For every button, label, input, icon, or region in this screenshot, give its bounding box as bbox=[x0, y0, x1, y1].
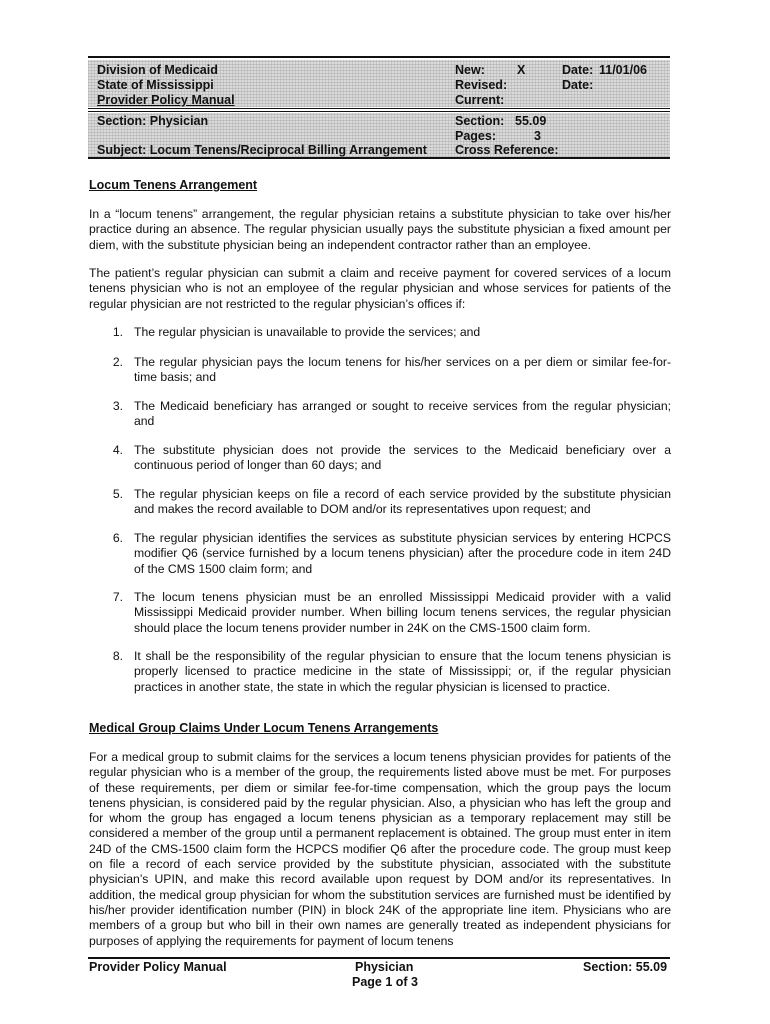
list-text: It shall be the responsibility of the regular physician to ensure that the locum tenens physician is properly licensed to practice medicine in the state of Mississippi; or, if the regular physician practices in another state, the state in which the regular physician is licensed to practice. bbox=[134, 649, 671, 694]
date-label-1: Date: bbox=[562, 63, 594, 77]
paragraph-2: The patient’s regular physician can submit a claim and receive payment for covered services of a locum tenens physician who is not an employee of the regular physician and whose services for patients of the regular physician are not restricted to the regular physician’s offices if: bbox=[89, 266, 671, 311]
section-physician: Section: Physician bbox=[97, 114, 209, 128]
footer-rule bbox=[88, 957, 670, 959]
list-number: 6. bbox=[112, 531, 123, 545]
section-number-value: 55.09 bbox=[515, 114, 547, 128]
subject: Subject: Locum Tenens/Reciprocal Billing Arrangement bbox=[97, 143, 427, 157]
list-text: The regular physician identifies the services as substitute physician services by entering HCPCS modifier Q6 (service furnished by a locum tenens physician) after the procedure code in item 24D of the CMS 1500 claim form; and bbox=[134, 531, 671, 576]
list-number: 4. bbox=[112, 443, 123, 457]
pages-label: Pages: bbox=[455, 129, 496, 143]
division-name: Division of Medicaid bbox=[97, 63, 218, 77]
header-top-rule bbox=[88, 56, 670, 58]
header-bottom-rule bbox=[88, 157, 670, 159]
cross-reference-label: Cross Reference: bbox=[455, 143, 559, 157]
pages-value: 3 bbox=[534, 129, 541, 143]
heading-locum-tenens: Locum Tenens Arrangement bbox=[89, 178, 258, 192]
heading-medical-group: Medical Group Claims Under Locum Tenens Arrangements bbox=[89, 721, 439, 735]
list-text: The regular physician keeps on file a record of each service provided by the substitute physician and makes the record available to DOM and/or its representatives upon request; and bbox=[134, 487, 671, 517]
list-number: 1. bbox=[112, 325, 123, 339]
date-label-2: Date: bbox=[562, 78, 594, 92]
footer-manual: Provider Policy Manual bbox=[89, 960, 227, 974]
list-text: The regular physician is unavailable to provide the services; and bbox=[134, 325, 481, 339]
state-name: State of Mississippi bbox=[97, 78, 214, 92]
new-label: New: bbox=[455, 63, 485, 77]
list-text: The regular physician pays the locum tenens for his/her services on a per diem or similar fee-for-time basis; and bbox=[134, 355, 671, 385]
list-text: The substitute physician does not provide the services to the Medicaid beneficiary over a continuous period of longer than 60 days; and bbox=[134, 443, 671, 473]
list-number: 2. bbox=[112, 355, 123, 369]
footer-section-name: Physician bbox=[355, 960, 414, 974]
paragraph-1: In a “locum tenens” arrangement, the regular physician retains a substitute physician to take over his/her practice during an absence. The regular physician usually pays the substitute physician a fixed amount per diem, with the substitute physician being an independent contractor rather than an employee. bbox=[89, 207, 671, 252]
section-number-label: Section: bbox=[455, 114, 505, 128]
list-number: 5. bbox=[112, 487, 123, 501]
paragraph-3: For a medical group to submit claims for the services a locum tenens physician provides for patients of the regular physician who is a member of the group, the requirements listed above must be met. For purposes of these requirements, per diem or similar fee-for-time compensation, which the group pays the locum tenens physician, is considered paid by the regular physician. Also, a physician who has left the group and for whom the group has engaged a locum tenens physician as a temporary replacement may still be considered a member of the group until a permanent replacement is obtained. The group must enter in item 24D of the CMS-1500 claim form the HCPCS modifier Q6 after the procedure code. The group must keep on file a record of each service provided by the substitute physician, associated with the substitute physician’s UPIN, and make this record available upon request by DOM and/or its representatives. In addition, the medical group physician for whom the substitution services are furnished must be identified by his/her provider identification number (PIN) in block 24K of the appropriate line item. Physicians who are members of a group but who bill in their own names are generally treated as independent physicians for purposes of applying the requirements for payment of locum tenens bbox=[89, 750, 671, 948]
manual-name: Provider Policy Manual bbox=[97, 93, 235, 107]
list-number: 8. bbox=[112, 649, 123, 663]
list-number: 3. bbox=[112, 399, 123, 413]
list-text: The locum tenens physician must be an enrolled Mississippi Medicaid provider with a valid Mississippi Medicaid provider number. When billing locum tenens services, the regular physician should place the locum tenens provider number in 24K on the CMS-1500 claim form. bbox=[134, 590, 671, 635]
new-value: X bbox=[517, 63, 526, 77]
current-label: Current: bbox=[455, 93, 505, 107]
footer-section-number: Section: 55.09 bbox=[583, 960, 668, 974]
revised-label: Revised: bbox=[455, 78, 508, 92]
date-value-1: 11/01/06 bbox=[599, 63, 647, 77]
footer-page-number: Page 1 of 3 bbox=[352, 975, 418, 989]
header-mid-rule-1 bbox=[88, 108, 670, 109]
header-mid-rule-2 bbox=[88, 111, 670, 112]
list-text: The Medicaid beneficiary has arranged or sought to receive services from the regular physician; and bbox=[134, 399, 671, 429]
list-number: 7. bbox=[112, 590, 123, 604]
